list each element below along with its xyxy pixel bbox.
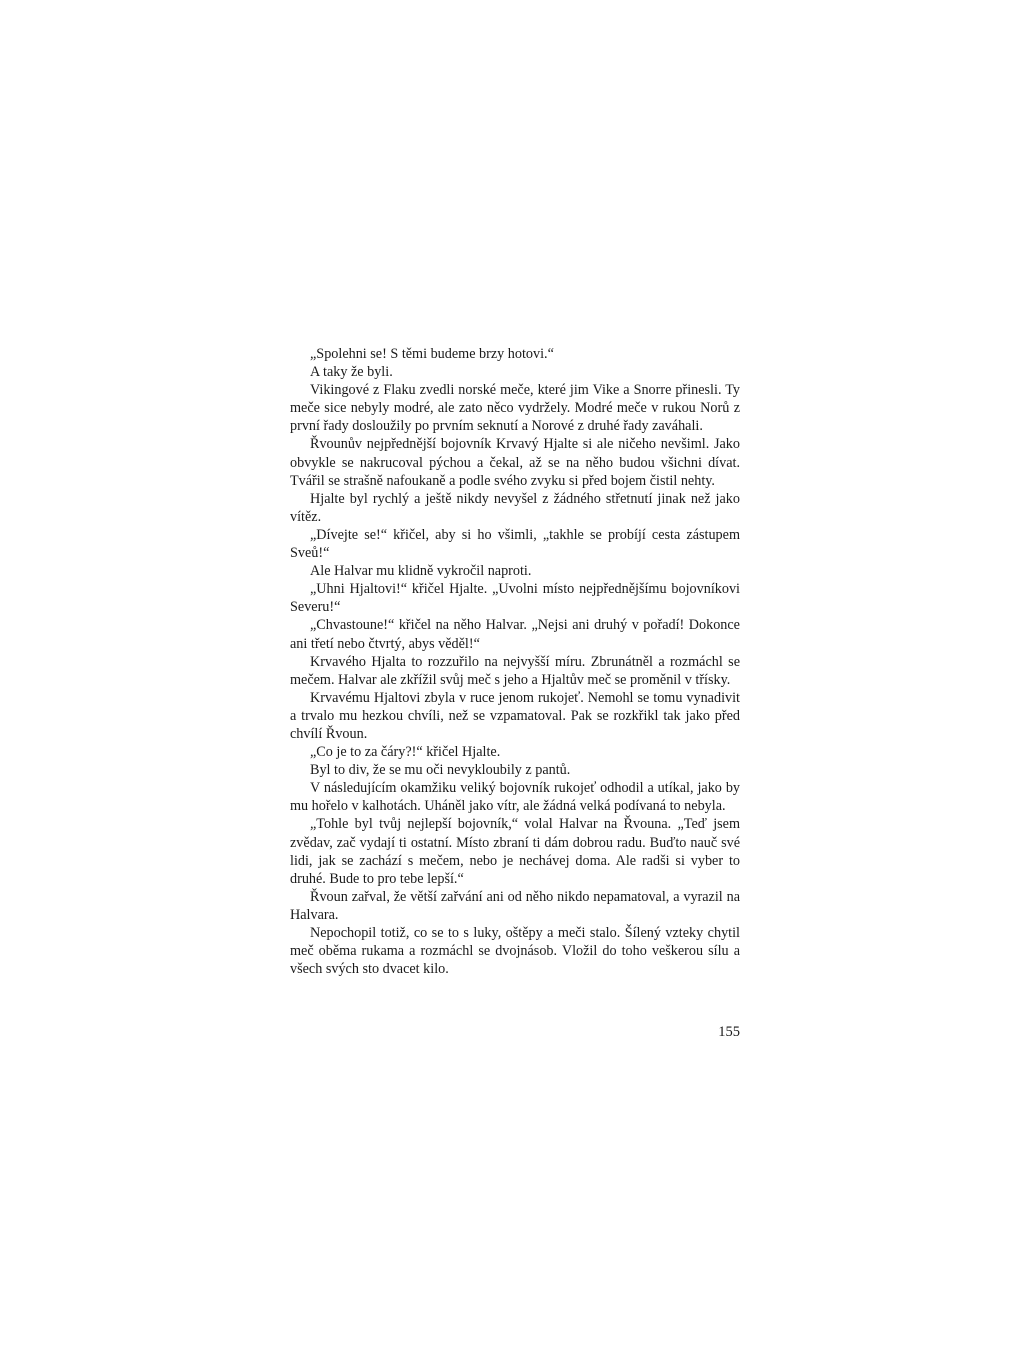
- paragraph: Ale Halvar mu klidně vykročil naproti.: [310, 563, 532, 580]
- paragraph: „Chvastoune!“ křičel na něho Halvar. „Nejsi ani druhý v pořadí! Dokonce ani třetí nebo čtvrtý, abys věděl!“: [290, 617, 740, 652]
- paragraph: V následujícím okamžiku veliký bojovník rukojeť odhodil a utíkal, jako by mu hořelo v kalhotách. Uháněl jako vítr, ale žádná velká podívaná to nebyla.: [290, 780, 740, 815]
- paragraph: Řvoun zařval, že větší zařvání ani od něho nikdo nepamatoval, a vyrazil na Halvara.: [290, 888, 740, 923]
- body-text: [290, 345, 740, 978]
- paragraph: Krvavému Hjaltovi zbyla v ruce jenom rukojeť. Nemohl se tomu vynadivit a trvalo mu hezkou chvíli, než se vzpamatoval. Pak se rozkřikl tak jako před chvílí Řvoun.: [290, 689, 740, 742]
- paragraph: „Tohle byl tvůj nejlepší bojovník,“ volal Halvar na Řvouna. „Teď jsem zvědav, zač vydají ti ostatní. Místo zbraní ti dám dobrou radu. Buďto nauč své lidi, jak se zachází s mečem, nebo je nechávej doma. Ale radši si vyber to druhé. Bude to pro tebe lepší.“: [290, 816, 740, 887]
- paragraph: Krvavého Hjalta to rozzuřilo na nejvyšší míru. Zbrunátněl a rozmáchl se mečem. Halvar ale zkřížil svůj meč s jeho a Hjaltův meč se proměnil v třísky.: [290, 653, 740, 688]
- paragraph: Byl to div, že se mu oči nevykloubily z pantů.: [310, 762, 571, 779]
- paragraph: „Dívejte se!“ křičel, aby si ho všimli, „takhle se probíjí cesta zástupem Sveů!“: [290, 526, 740, 562]
- paragraph: Vikingové z Flaku zvedli norské meče, které jim Vike a Snorre přinesli. Ty meče sice nebyly modré, ale zato něco vydržely. Modré meče v rukou Norů z první řady dosloužily po prvním seknutí a Norové z druhé řady zaváhali.: [290, 382, 740, 435]
- paragraph: Nepochopil totiž, co se to s luky, oštěpy a meči stalo. Šílený vzteky chytil meč oběma rukama a rozmáchl se dvojnásob. Vložil do toho veškerou sílu a všech svých sto dvacet kilo.: [290, 925, 740, 978]
- paragraph: „Co je to za čáry?!“ křičel Hjalte.: [310, 744, 501, 761]
- paragraph: „Uhni Hjaltovi!“ křičel Hjalte. „Uvolni místo nejpřednějšímu bojovníkovi Severu!“: [290, 581, 740, 616]
- paragraph: A taky že byli.: [310, 364, 393, 381]
- page-number: 155: [718, 1024, 740, 1040]
- paragraph: „Spolehni se! S těmi budeme brzy hotovi.“: [310, 346, 554, 362]
- paragraph: Řvounův nejpřednější bojovník Krvavý Hjalte si ale ničeho nevšiml. Jako obvykle se nakrucoval pýchou a čekal, až se na něho budou všichni dívat. Tvářil se strašně nafoukaně a podle svého zvyku si před bojem čistil nehty.: [290, 436, 740, 489]
- paragraph: Hjalte byl rychlý a ještě nikdy nevyšel z žádného střetnutí jinak než jako vítěz.: [290, 490, 740, 525]
